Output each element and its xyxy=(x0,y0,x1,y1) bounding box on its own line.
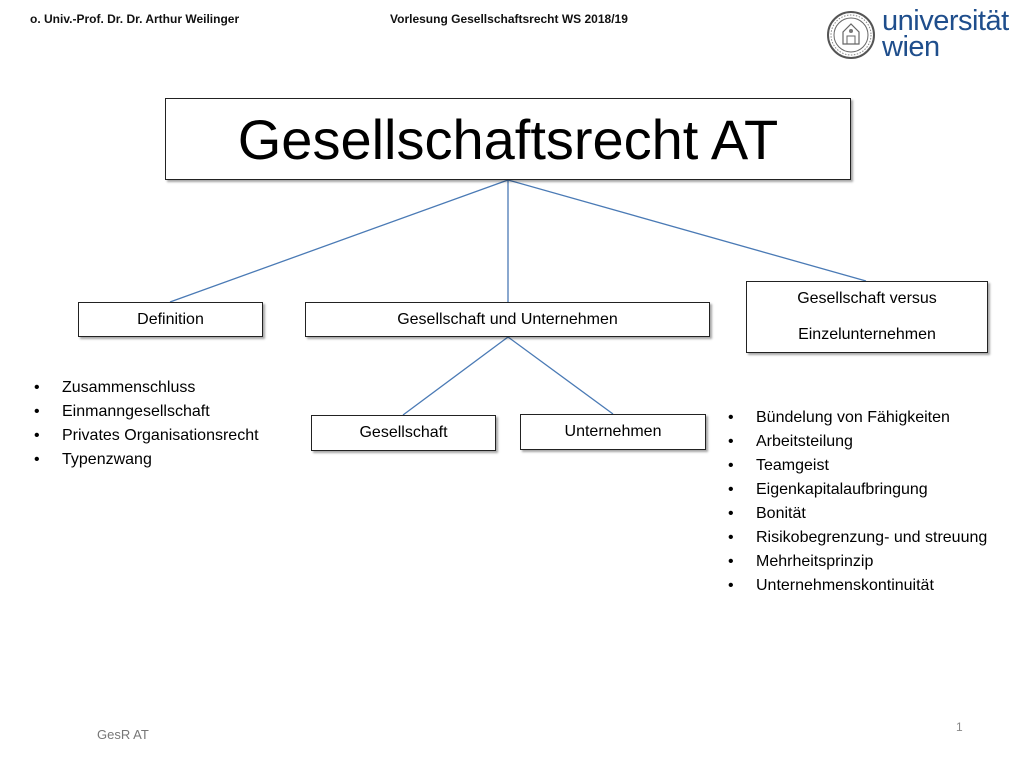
node-definition-label: Definition xyxy=(137,310,204,328)
list-item: • Eigenkapitalaufbringung xyxy=(726,478,987,502)
node-gesellschaft-und-unternehmen xyxy=(305,302,710,337)
list-item: • Privates Organisationsrecht xyxy=(32,424,259,448)
list-item: • Arbeitsteilung xyxy=(726,430,987,454)
versus-bullet-list xyxy=(726,406,987,598)
header-lecture-title: Vorlesung Gesellschaftsrecht WS 2018/19 xyxy=(390,12,628,26)
root-node xyxy=(165,98,851,180)
node-versus-line2: Einzelunternehmen xyxy=(798,326,936,343)
definition-bullet-list xyxy=(32,376,259,472)
connector-root-definition xyxy=(170,180,508,302)
list-item: • Zusammenschluss xyxy=(32,376,259,400)
connector-root-versus xyxy=(508,180,866,281)
list-item: • Typenzwang xyxy=(32,448,259,472)
node-definition xyxy=(78,302,263,337)
logo-line-2: wien xyxy=(882,31,940,63)
node-versus-line1: Gesellschaft versus xyxy=(797,290,937,307)
node-unternehmen xyxy=(520,414,706,450)
logo-line-1: universität xyxy=(882,5,1009,37)
list-item: • Einmanngesellschaft xyxy=(32,400,259,424)
node-gu-label: Gesellschaft und Unternehmen xyxy=(397,310,618,328)
connector-gu-unternehmen xyxy=(508,337,613,414)
connector-gu-gesellschaft xyxy=(403,337,508,415)
header-author: o. Univ.-Prof. Dr. Dr. Arthur Weilinger xyxy=(30,12,240,26)
node-versus xyxy=(746,281,988,353)
footer-label: GesR AT xyxy=(97,727,149,742)
list-item: • Risikobegrenzung- und streuung xyxy=(726,526,987,550)
node-gesellschaft xyxy=(311,415,496,451)
list-item: • Mehrheitsprinzip xyxy=(726,550,987,574)
list-item: • Bonität xyxy=(726,502,987,526)
node-unternehmen-label: Unternehmen xyxy=(564,423,662,440)
root-title: Gesellschaftsrecht AT xyxy=(237,107,779,171)
list-item: • Teamgeist xyxy=(726,454,987,478)
list-item: • Unternehmenskontinuität xyxy=(726,574,987,598)
node-gesellschaft-label: Gesellschaft xyxy=(359,424,448,441)
list-item: • Bündelung von Fähigkeiten xyxy=(726,406,987,430)
page-number: 1 xyxy=(956,720,963,734)
